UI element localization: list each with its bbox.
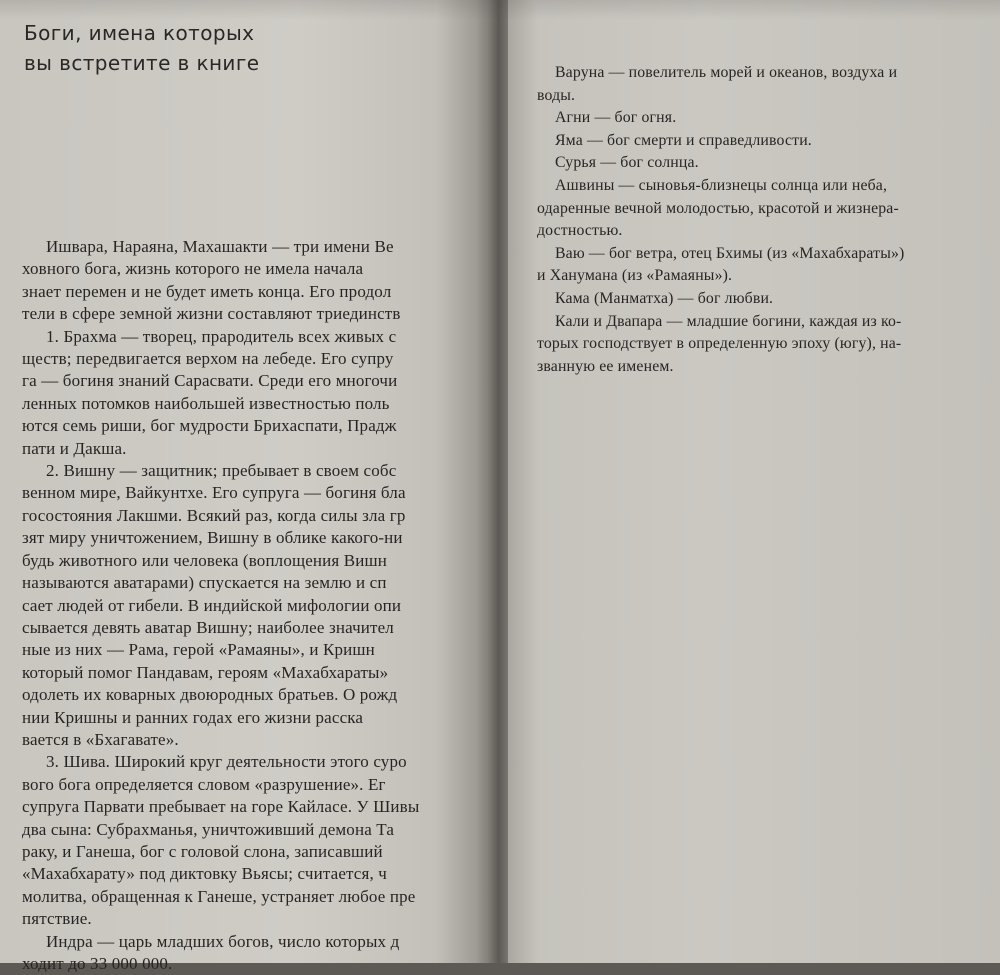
text-line: 2. Вишну — защитник; пребывает в своем собс	[46, 461, 397, 481]
left-page-text	[22, 236, 492, 975]
text-line: одаренные вечной молодостью, красотой и жизнера-	[537, 199, 899, 217]
text-line: Агни — бог огня.	[555, 109, 677, 127]
text-line: торых господствует в определенную эпоху (югу), на-	[537, 335, 902, 353]
right-page	[508, 0, 1000, 963]
page-heading	[24, 18, 354, 78]
text-line: одолеть их коварных двоюродных братьев. О рожд	[22, 685, 398, 705]
heading-line: Боги, имена которых	[24, 21, 255, 45]
text-line: Кали и Двапара — младшие богини, каждая из ко-	[555, 312, 902, 330]
text-line: Яма — бог смерти и справедливости.	[555, 131, 812, 149]
text-line: Варуна — повелитель морей и океанов, воздуха и	[555, 64, 898, 81]
text-line: госостояния Лакшми. Всякий раз, когда силы зла гр	[22, 505, 406, 525]
text-line: и Ханумана (из «Рамаяны»).	[537, 267, 733, 285]
text-line: супруга Парвати пребывает на горе Кайласе. У Шивы	[22, 797, 420, 817]
left-page	[0, 0, 496, 973]
text-line: ленных потомков наибольшей известностью поль	[22, 393, 390, 413]
text-line: называются аватарами) спускается на землю и сп	[22, 573, 387, 593]
text-line: пати и Дакша.	[22, 438, 127, 458]
text-line: тели в сфере земной жизни составляют триединств	[22, 304, 401, 324]
text-line: Ишвара, Нараяна, Махашакти — три имени Ве	[46, 237, 394, 256]
text-line: ховного бога, жизнь которого не имела начала	[22, 259, 364, 279]
text-line: ществ; передвигается верхом на лебеде. Его супру	[22, 349, 394, 369]
right-page-text	[537, 62, 987, 378]
text-line: вого бога определяется словом «разрушение». Ег	[22, 774, 386, 794]
text-line: Кама (Манматха) — бог любви.	[555, 289, 774, 307]
text-line: молитва, обращенная к Ганеше, устраняет любое пре	[22, 886, 416, 906]
text-line: пятствие.	[22, 909, 92, 929]
text-line: нии Кришны и ранних годах его жизни расска	[22, 707, 364, 727]
text-line: воды.	[537, 86, 576, 104]
text-line: зят миру уничтожением, Вишну в облике какого-ни	[22, 528, 403, 548]
text-line: который помог Пандавам, героям «Махабхараты»	[22, 662, 389, 682]
text-line: га — богиня знаний Сарасвати. Среди его многочи	[22, 371, 398, 391]
text-line: 1. Брахма — творец, прародитель всех живых с	[46, 326, 397, 346]
text-line: «Махабхарату» под диктовку Вьясы; считается, ч	[22, 864, 387, 884]
text-line: венном мире, Вайкунтхе. Его супруга — богиня бла	[22, 483, 406, 503]
text-line: раку, и Ганеша, бог с головой слона, записавший	[22, 841, 383, 861]
text-line: знает перемен и не будет иметь конца. Его продол	[22, 281, 392, 301]
text-line: будь животного или человека (воплощения Вишн	[22, 550, 387, 570]
text-line: сает людей от гибели. В индийской мифологии опи	[22, 595, 402, 615]
text-line: достностью.	[537, 222, 623, 240]
text-line: два сына: Субрахманья, уничтоживший демона Та	[22, 819, 395, 839]
text-line: Сурья — бог солнца.	[555, 154, 699, 172]
heading-line: вы встретите в книге	[24, 51, 260, 75]
text-line: сывается девять аватар Вишну; наиболее значител	[22, 617, 394, 637]
text-line: 3. Шива. Широкий круг деятельности этого суро	[46, 752, 407, 772]
text-line: вается в «Бхагавате».	[22, 729, 179, 749]
text-line: Ашвины — сыновья-близнецы солнца или неба,	[555, 176, 888, 194]
text-line: Индра — царь младших богов, число которых д	[46, 931, 400, 951]
text-line: ходит до 33 000 000.	[22, 954, 173, 973]
text-line: Ваю — бог ветра, отец Бхимы (из «Махабхараты»)	[555, 244, 905, 262]
text-line: ные из них — Рама, герой «Рамаяны», и Кришн	[22, 640, 375, 660]
text-line: ются семь риши, бог мудрости Брихаспати, Прадж	[22, 416, 397, 436]
text-line: званную ее именем.	[537, 357, 674, 375]
